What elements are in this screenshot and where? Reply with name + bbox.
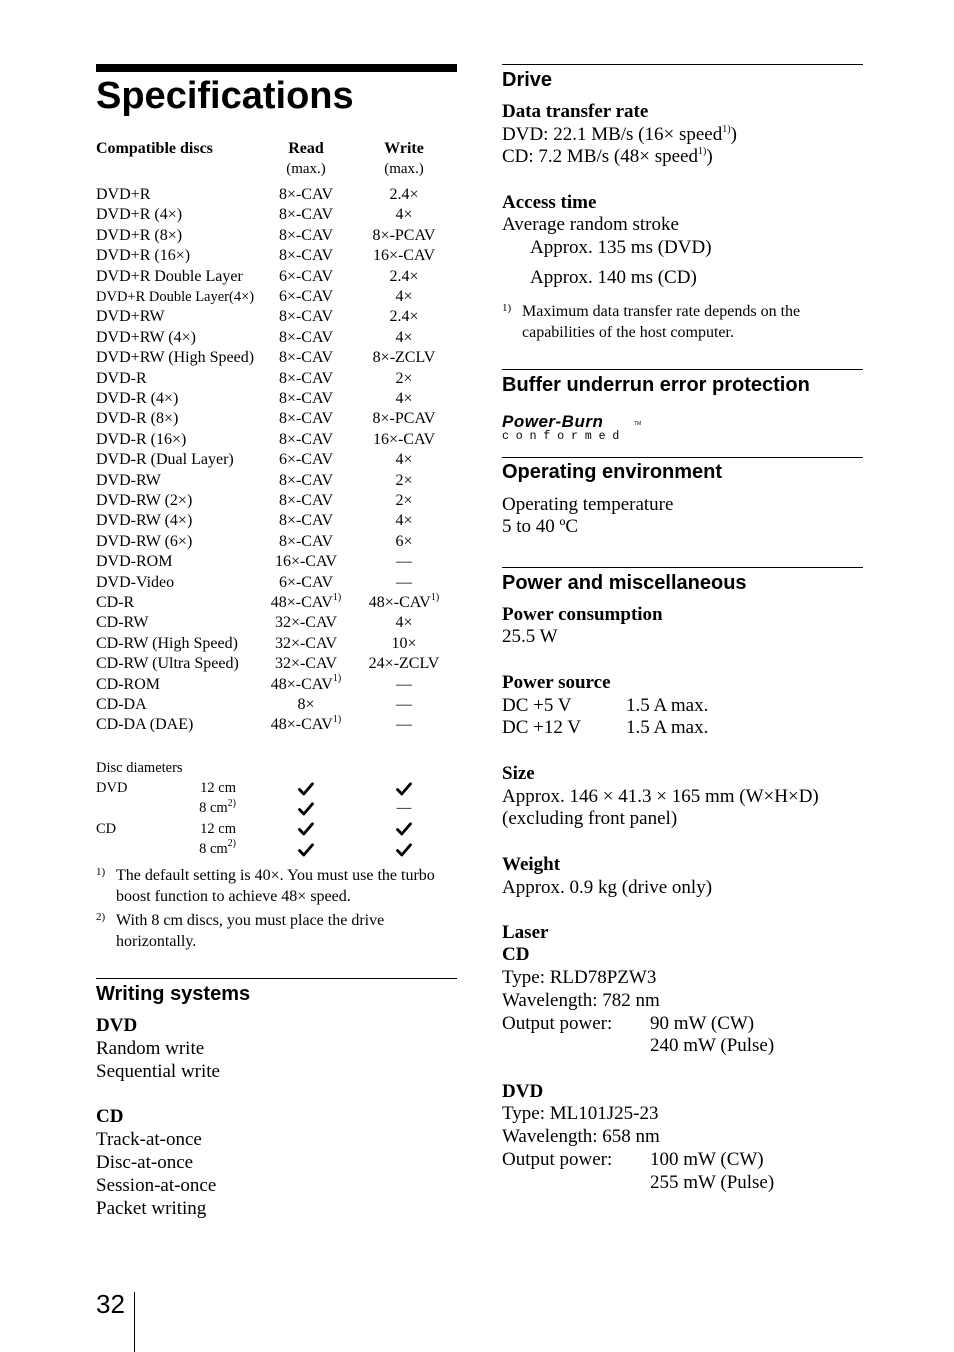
writing-dvd-item: Random write <box>96 1038 205 1059</box>
read-speed: 32×-CAV <box>274 634 338 652</box>
write-speed: 2.4× <box>389 267 419 285</box>
footnote-1 <box>96 865 446 907</box>
disc-type: DVD+R Double Layer <box>96 267 243 285</box>
table-row <box>96 471 456 491</box>
disc-size: 8 $cm^{2)}$ <box>199 797 236 817</box>
read-speed: 8×-CAV <box>278 349 334 367</box>
read-support <box>260 819 352 839</box>
table-row <box>96 839 456 859</box>
write-support: — <box>396 800 412 817</box>
write-speed: 16×-CAV <box>372 247 436 265</box>
write-speed: 2× <box>395 492 413 509</box>
write-speed: — <box>396 696 412 713</box>
table-row <box>96 654 456 674</box>
footnote-mark: 1) <box>96 866 106 878</box>
disc-type: DVD+RW (4×) <box>96 328 196 346</box>
read-speed: 8×-CAV <box>278 492 334 509</box>
table-row <box>96 511 456 531</box>
writing-cd-label: CD <box>96 1106 124 1127</box>
footnote-text: The default setting is 40×. You must use the turbo boost function to achieve 48× speed. <box>116 867 435 905</box>
read-support <box>260 778 352 798</box>
size-label: Size <box>502 763 535 784</box>
table-row <box>96 430 456 450</box>
buffer-heading: Buffer underrun error protection <box>502 374 810 396</box>
size-note: (excluding front panel) <box>502 808 678 829</box>
table-row <box>96 246 456 266</box>
footnote-text: With 8 cm discs, you must place the drive horizontally. <box>116 912 385 950</box>
read-speed: 8×-CAV <box>278 369 334 387</box>
power-source-label: Power source <box>502 672 611 693</box>
disc-size: 12 cm <box>200 780 236 796</box>
disc-family: CD <box>96 820 117 837</box>
table-row <box>96 613 456 633</box>
table-row <box>96 409 456 429</box>
disc-type: DVD-R (4×) <box>96 390 179 407</box>
table-row <box>96 491 456 511</box>
write-speed: — <box>396 573 412 591</box>
check-icon <box>396 782 412 796</box>
disc-type: CD-DA (DAE) <box>96 716 194 734</box>
table-row <box>96 695 456 715</box>
power-source-name: DC +5 V <box>502 695 572 716</box>
table-row <box>96 552 456 572</box>
footnote-mark: 2) <box>96 911 106 923</box>
col-header-read: Read <box>288 140 324 157</box>
read-speed: 8×-CAV <box>278 410 334 428</box>
size-value: Approx. 146 × 41.3 × 165 mm (W×H×D) <box>502 786 819 807</box>
disc-type: DVD-R <box>96 369 147 387</box>
table-row <box>96 819 456 839</box>
read-speed: 8× <box>297 696 315 713</box>
disc-size: 8 $cm^{2)}$ <box>199 838 236 858</box>
table-row <box>96 348 456 368</box>
section-rule <box>502 64 863 65</box>
check-icon <box>298 843 314 857</box>
laser-cd-type: Type: RLD78PZW3 <box>502 967 657 988</box>
disc-type: DVD-R (Dual Layer) <box>96 451 234 469</box>
check-icon <box>298 822 314 836</box>
write-support <box>356 819 452 839</box>
operating-heading: Operating environment <box>502 461 723 483</box>
data-transfer-rate-label: Data transfer rate <box>502 101 649 122</box>
table-row <box>96 389 456 409</box>
writing-systems-heading: Writing systems <box>96 983 251 1005</box>
disc-type: DVD-Video <box>96 573 175 591</box>
read-speed: 6×-CAV <box>278 451 334 469</box>
read-speed: 8×-CAV <box>278 308 334 326</box>
disc-type: CD-RW (Ultra Speed) <box>96 655 239 673</box>
power-source-value: 1.5 A max. <box>626 695 709 716</box>
page-title: Specifications <box>96 75 354 117</box>
laser-output-label: Output power: <box>502 1149 613 1170</box>
laser-dvd-label: DVD <box>502 1081 544 1102</box>
read-speed: 8×-CAV <box>278 471 334 489</box>
table-row <box>96 798 456 818</box>
power-source-name: DC +12 V <box>502 717 581 738</box>
operating-temp-value: 5 to 40 ºC <box>502 516 579 537</box>
read-speed: 8×-CAV <box>278 206 334 224</box>
disc-family: DVD <box>96 780 128 796</box>
write-speed: 4× <box>395 206 413 224</box>
col-header-discs: Compatible discs <box>96 140 213 157</box>
col-header-write-sub: (max.) <box>384 161 424 177</box>
table-row <box>96 307 456 327</box>
read-speed: 32×-CAV <box>274 655 338 673</box>
power-consumption-value: 25.5 W <box>502 626 558 647</box>
write-speed: 4× <box>395 390 413 407</box>
write-speed: 2× <box>395 369 413 387</box>
access-time-label: Access time <box>502 192 597 213</box>
section-rule <box>502 567 863 568</box>
table-row <box>96 778 456 798</box>
write-speed: 24×-ZCLV <box>368 655 440 673</box>
laser-cd-output-pulse: 240 mW (Pulse) <box>650 1035 775 1056</box>
check-icon <box>396 822 412 836</box>
write-speed: 2.4× <box>389 308 419 326</box>
write-speed: $48\times-CAV^{1)}$ <box>368 591 440 611</box>
read-speed: 8×-CAV <box>278 390 334 407</box>
write-speed: — <box>396 553 412 571</box>
disc-type: CD-RW (High Speed) <box>96 634 238 652</box>
disc-type: DVD-RW (6×) <box>96 532 193 550</box>
access-time-cd: Approx. 140 ms (CD) <box>530 267 697 288</box>
read-speed: 6×-CAV <box>278 288 334 305</box>
write-support <box>356 839 452 859</box>
read-speed: 8×-CAV <box>278 430 334 448</box>
disc-type: DVD+RW (High Speed) <box>96 349 255 367</box>
laser-cd-wavelength: Wavelength: 782 nm <box>502 990 660 1011</box>
read-support <box>260 798 352 818</box>
writing-cd-item: Disc-at-once <box>96 1152 194 1173</box>
laser-dvd-output-cw: 100 mW (CW) <box>650 1149 764 1170</box>
disc-type: CD-R <box>96 594 135 611</box>
write-speed: 6× <box>395 532 413 550</box>
read-speed: 6×-CAV <box>278 573 334 591</box>
section-rule <box>502 457 863 458</box>
writing-cd-item: Packet writing <box>96 1198 207 1219</box>
read-speed: $48\times-CAV^{1)}$ <box>270 591 342 611</box>
disc-type: DVD-ROM <box>96 553 173 571</box>
disc-size: 12 cm <box>200 820 236 837</box>
disc-type: DVD-R (8×) <box>96 410 179 428</box>
disc-type: DVD-RW <box>96 471 161 489</box>
laser-cd-output-cw: 90 mW (CW) <box>650 1013 755 1034</box>
power-consumption-label: Power consumption <box>502 604 663 625</box>
table-row <box>96 185 456 205</box>
disc-type: DVD-RW (2×) <box>96 492 193 509</box>
laser-output-label: Output power: <box>502 1013 613 1034</box>
disc-diameters-label: Disc diameters <box>96 760 183 776</box>
table-row <box>96 226 456 246</box>
power-source-value: 1.5 A max. <box>626 717 709 738</box>
operating-temp-label: Operating temperature <box>502 494 674 515</box>
table-row <box>96 369 456 389</box>
read-speed: $48\times-CAV^{1)}$ <box>270 714 342 734</box>
laser-dvd-wavelength: Wavelength: 658 nm <box>502 1126 660 1147</box>
access-time-dvd: Approx. 135 ms (DVD) <box>530 237 712 258</box>
write-speed: 4× <box>395 614 413 632</box>
write-speed: 4× <box>395 328 413 346</box>
footnote-text: Maximum data transfer rate depends on the capabilities of the host computer. <box>522 303 801 341</box>
col-header-read-sub: (max.) <box>286 161 326 177</box>
footnote-mark: 1) <box>502 302 512 314</box>
table-row <box>96 328 456 348</box>
data-transfer-rate-dvd: DVD: 22.1 MB/s (16× speed$^{1)}$) <box>502 123 737 145</box>
disc-type: CD-RW <box>96 614 149 632</box>
read-speed: 8×-CAV <box>278 247 334 265</box>
write-speed: 8×-ZCLV <box>372 349 436 367</box>
section-rule <box>96 978 457 979</box>
write-speed: 4× <box>395 512 413 530</box>
table-row <box>96 634 456 654</box>
table-row <box>96 532 456 552</box>
weight-label: Weight <box>502 854 561 875</box>
page-number: 32 <box>96 1289 125 1319</box>
power-heading: Power and miscellaneous <box>502 572 747 594</box>
writing-cd-item: Session-at-once <box>96 1175 217 1196</box>
disc-type: DVD+R Double Layer(4×) <box>96 289 255 305</box>
read-speed: 6×-CAV <box>278 267 334 285</box>
read-speed: 8×-CAV <box>278 328 334 346</box>
table-row <box>96 573 456 593</box>
title-rule <box>96 64 457 72</box>
disc-type: CD-DA <box>96 696 147 713</box>
read-speed: $48\times-CAV^{1)}$ <box>270 673 342 693</box>
section-rule <box>502 369 863 370</box>
weight-value: Approx. 0.9 kg (drive only) <box>502 877 713 898</box>
table-row <box>96 675 456 695</box>
disc-type: DVD+R (16×) <box>96 247 191 265</box>
write-speed: 2.4× <box>389 186 419 203</box>
read-speed: 16×-CAV <box>274 553 338 571</box>
check-icon <box>396 843 412 857</box>
drive-heading: Drive <box>502 69 553 91</box>
table-row <box>96 593 456 613</box>
read-speed: 8×-CAV <box>278 512 334 530</box>
check-icon <box>298 782 314 796</box>
write-speed: 8×-PCAV <box>372 410 436 428</box>
write-speed: 4× <box>395 451 413 469</box>
page-number-rule <box>134 1292 135 1352</box>
disc-type: DVD+R (8×) <box>96 226 183 244</box>
laser-dvd-type: Type: ML101J25-23 <box>502 1103 659 1124</box>
read-speed: 8×-CAV <box>278 226 334 244</box>
table-row <box>96 450 456 470</box>
disc-type: DVD-R (16×) <box>96 430 187 448</box>
laser-label: Laser <box>502 922 549 943</box>
read-speed: 8×-CAV <box>278 532 334 550</box>
data-transfer-rate-cd: CD: 7.2 MB/s (48× speed$^{1)}$) <box>502 145 713 167</box>
write-speed: 4× <box>395 288 413 305</box>
table-row <box>96 287 456 307</box>
table-row <box>96 715 456 735</box>
disc-type: DVD+R <box>96 186 151 203</box>
footnote-2 <box>96 910 446 952</box>
laser-dvd-output-pulse: 255 mW (Pulse) <box>650 1172 775 1193</box>
disc-type: DVD-RW (4×) <box>96 512 193 530</box>
disc-type: CD-ROM <box>96 675 161 693</box>
write-speed: — <box>396 716 412 734</box>
check-icon <box>298 802 314 816</box>
writing-dvd-item: Sequential write <box>96 1061 220 1082</box>
disc-type: DVD+RW <box>96 308 165 326</box>
read-support <box>260 839 352 859</box>
table-row <box>96 267 456 287</box>
write-speed: 10× <box>391 634 417 652</box>
laser-cd-label: CD <box>502 944 530 965</box>
writing-cd-item: Track-at-once <box>96 1129 202 1150</box>
write-support <box>356 778 452 798</box>
write-speed: — <box>396 675 412 693</box>
table-row <box>96 205 456 225</box>
write-speed: 2× <box>395 471 413 489</box>
access-time-sub: Average random stroke <box>502 214 679 235</box>
read-speed: 8×-CAV <box>278 186 334 203</box>
col-header-write: Write <box>384 140 424 157</box>
writing-dvd-label: DVD <box>96 1015 138 1036</box>
write-speed: 8×-PCAV <box>372 226 436 244</box>
power-burn-logo: Power-Burn TM c o n f o r m e d <box>502 412 642 443</box>
write-speed: 16×-CAV <box>372 430 436 448</box>
disc-type: DVD+R (4×) <box>96 206 183 224</box>
drive-footnote <box>502 301 852 343</box>
read-speed: 32×-CAV <box>274 614 338 632</box>
